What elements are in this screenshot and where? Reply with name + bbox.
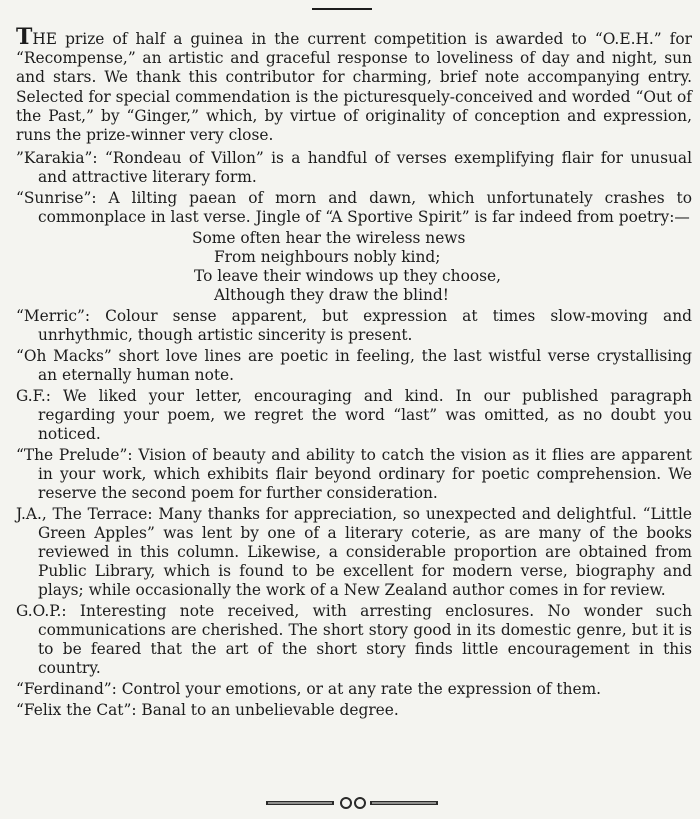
drop-cap: T [16, 24, 33, 50]
ornament-divider [266, 796, 440, 810]
verse-line: Some often hear the wireless news [192, 229, 466, 248]
verse-line: To leave their windows up they choose, [194, 267, 502, 286]
entry-merric: “Merric”: Colour sense apparent, but expression at times slow-moving and unrhythmic, though artistic sincerity is present. [16, 307, 692, 345]
entry-oh-macks: “Oh Macks” short love lines are poetic in feeling, the last wistful verse crystallising an eternally human note. [16, 347, 692, 385]
entry-the-prelude: “The Prelude”: Vision of beauty and ability to catch the vision as it flies are apparent in your work, which exhibits flair beyond ordinary for poetic comprehension. We reserve the second poem for further consideration. [16, 446, 692, 503]
verse-line: Although they draw the blind! [214, 286, 449, 305]
entry-ja-the-terrace: J.A., The Terrace: Many thanks for appreciation, so unexpected and delightful. “Little Green Apples” was lent by one of a literary coterie, as are many of the books reviewed in this column. Likewise, a considerable proportion are obtained from Public Library, which is found to be excellent for modern verse, biography and plays; while occasionally the work of a New Zealand author comes in for review. [16, 505, 692, 600]
verse-line: From neighbours nobly kind; [214, 248, 441, 267]
article [16, 24, 692, 722]
intro-text: HE prize of half a guinea in the current competition is awarded to “O.E.H.” for “Recompense,” an artistic and graceful response to loveliness of day and night, sun and stars. We thank this contributor for charming, brief note accompanying entry. Selected for special commendation is the picturesquely-conceived and worded “Out of the Past,” by “Ginger,” which, by virtue of originality of conception and expression, runs the prize-winner very close. [16, 30, 692, 145]
entry-karakia: ”Karakia”: “Rondeau of Villon” is a handful of verses exemplifying flair for unusual and attractive literary form. [16, 149, 692, 187]
entry-felix-the-cat: “Felix the Cat”: Banal to an unbelievable degree. [16, 701, 399, 720]
entry-sunrise: “Sunrise”: A lilting paean of morn and dawn, which unfortunately crashes to commonplace in last verse. Jingle of “A Sportive Spirit” is far indeed from poetry:— [16, 189, 692, 227]
quoted-verse [16, 229, 692, 305]
intro-paragraph [16, 24, 692, 145]
entry-gf: G.F.: We liked your letter, encouraging and kind. In our published paragraph regarding your poem, we regret the word “last” was omitted, as no doubt you noticed. [16, 387, 692, 444]
top-rule [312, 8, 372, 10]
entry-ferdinand: “Ferdinand”: Control your emotions, or at any rate the expression of them. [16, 680, 602, 699]
entry-gop: G.O.P.: Interesting note received, with arresting enclosures. No wonder such communications are cherished. The short story good in its domestic genre, but it is to be feared that the art of the short story finds little encouragement in this country. [16, 602, 692, 678]
